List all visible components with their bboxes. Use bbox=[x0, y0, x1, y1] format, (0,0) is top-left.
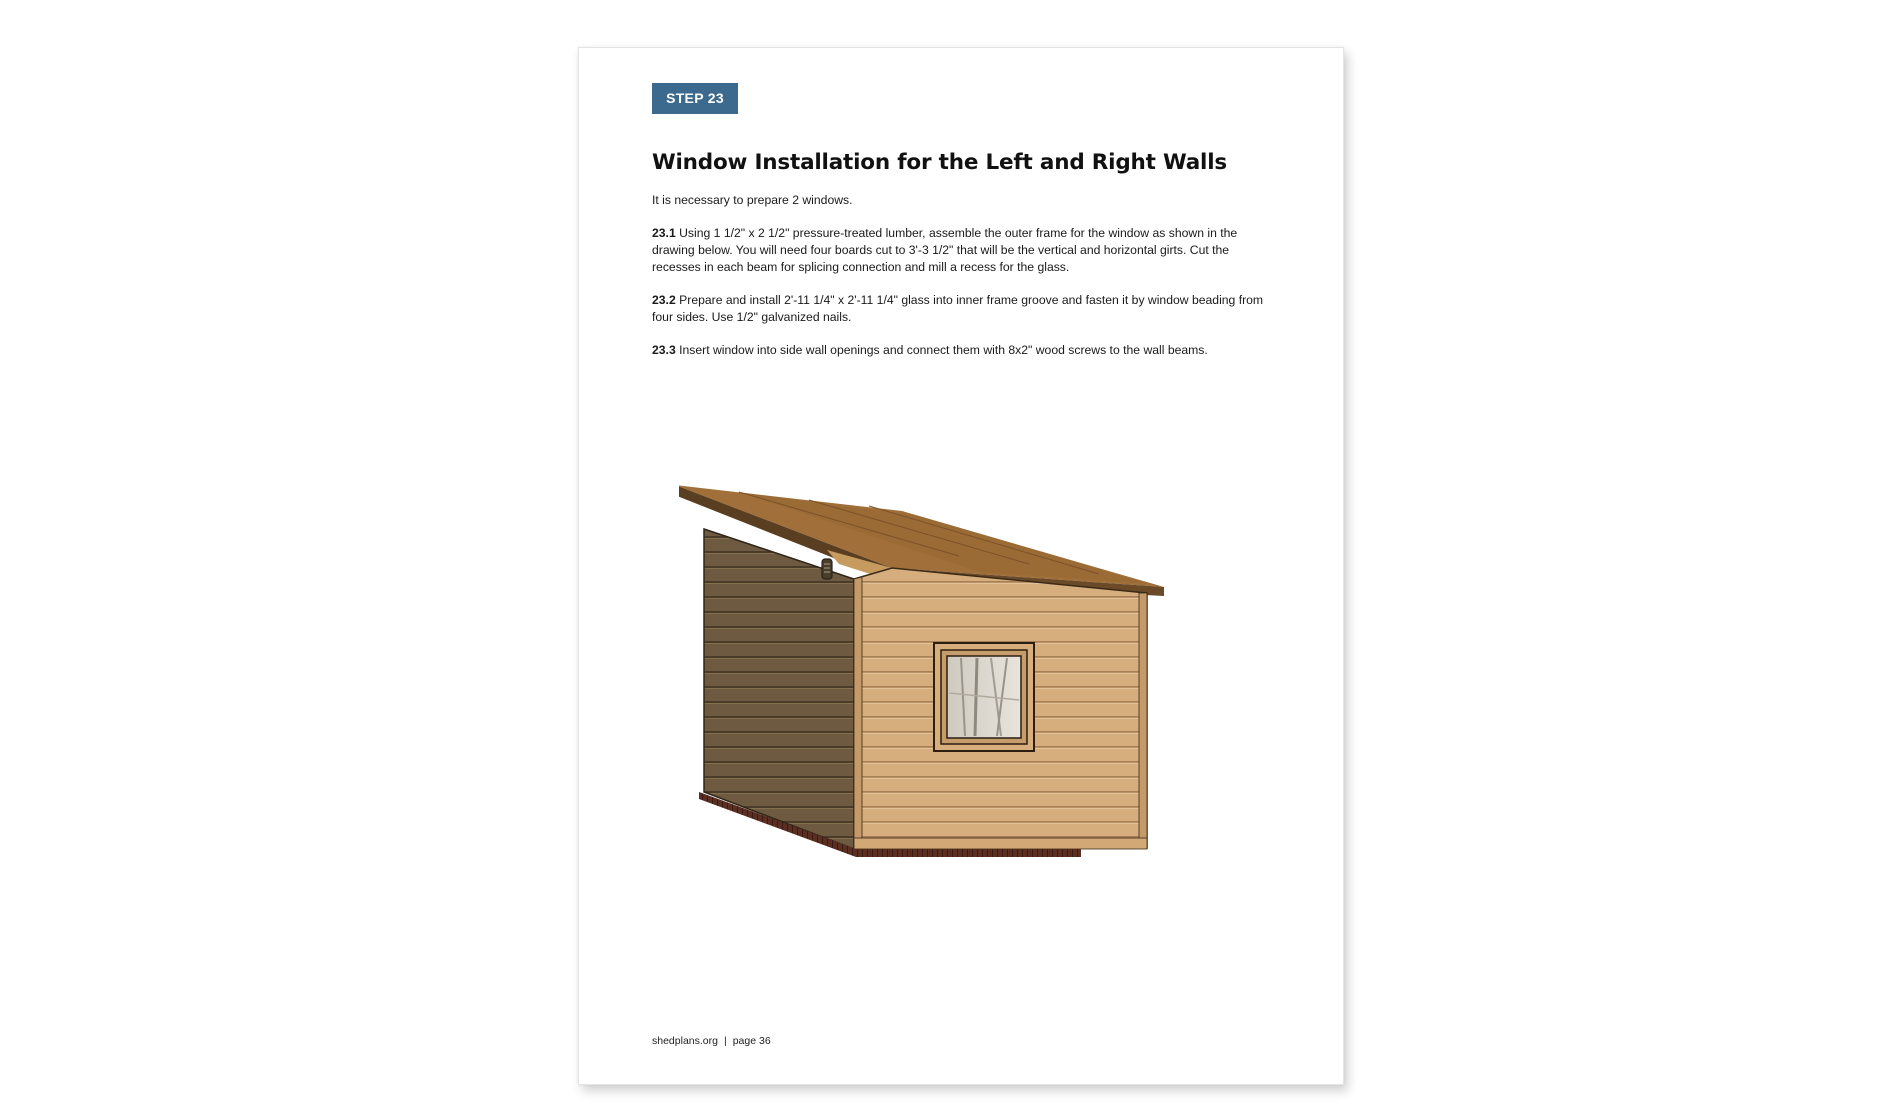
page-title: Window Installation for the Left and Right Walls bbox=[652, 150, 1227, 175]
step-paragraph-1 bbox=[652, 225, 1264, 276]
page-footer bbox=[652, 1035, 771, 1047]
shed-illustration bbox=[679, 478, 1199, 908]
window-icon bbox=[934, 643, 1034, 751]
step-text: Using 1 1/2" x 2 1/2" pressure-treated lumber, assemble the outer frame for the window as shown in the drawing below. You will need four boards cut to 3'-3 1/2" that will be the vertical and horizontal girts. Cut the recesses in each beam for splicing connection and mill a recess for the glass. bbox=[652, 226, 1238, 274]
instructions bbox=[652, 192, 1264, 375]
step-text: Prepare and install 2'-11 1/4" x 2'-11 1/4" glass into inner frame groove and fasten it by window beading from four sides. Use 1/2" galvanized nails. bbox=[652, 293, 1264, 324]
step-number: 23.1 bbox=[652, 226, 676, 240]
step-paragraph-3 bbox=[652, 342, 1264, 359]
skid-front bbox=[856, 849, 1081, 857]
footer-site: shedplans.org bbox=[652, 1035, 718, 1047]
step-text: Insert window into side wall openings and connect them with 8x2" wood screws to the wall beams. bbox=[679, 343, 1208, 357]
document-page bbox=[578, 47, 1344, 1085]
step-number: 23.3 bbox=[652, 343, 676, 357]
vent-icon bbox=[822, 559, 832, 579]
step-paragraph-2 bbox=[652, 292, 1264, 326]
footer-separator: | bbox=[723, 1035, 727, 1047]
step-number: 23.2 bbox=[652, 293, 676, 307]
intro-paragraph: It is necessary to prepare 2 windows. bbox=[652, 193, 853, 207]
footer-page-number: page 36 bbox=[732, 1035, 771, 1047]
step-badge: STEP 23 bbox=[652, 83, 738, 114]
